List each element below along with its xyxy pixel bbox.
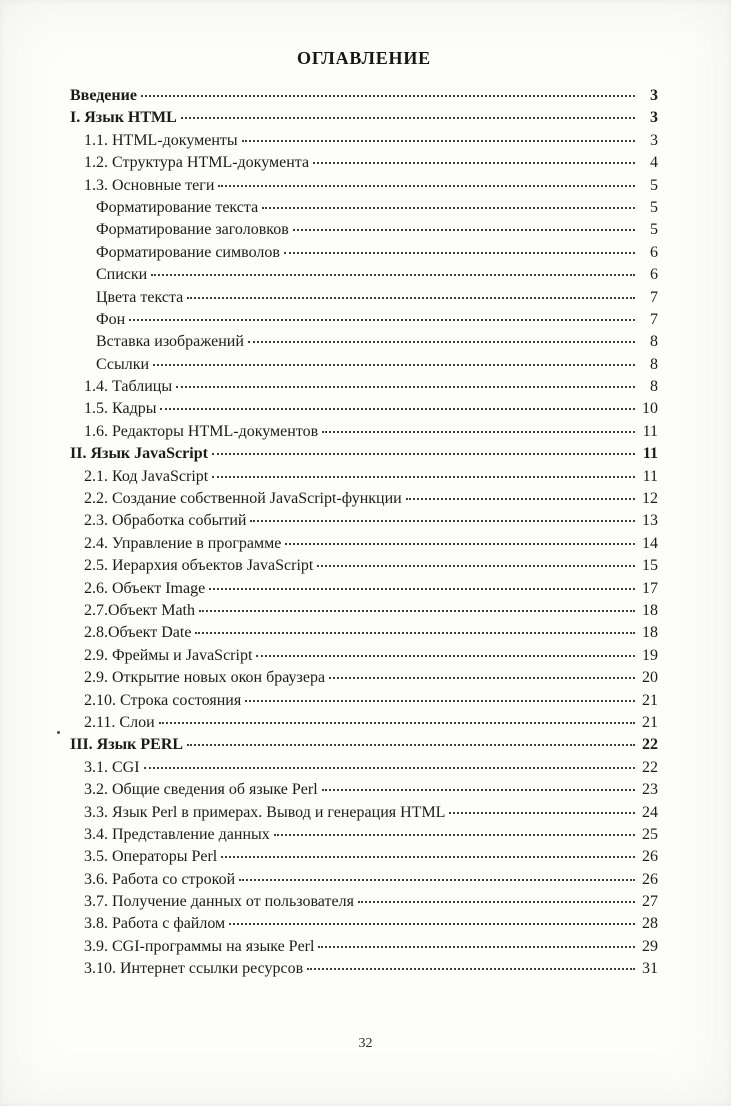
toc-entry [70, 667, 658, 689]
dot-leader [307, 968, 635, 970]
toc-entry-page: 26 [642, 848, 658, 866]
toc-entry-page: 21 [642, 691, 658, 709]
toc-entry-label: 2.3. Обработка событий [84, 512, 247, 530]
dot-leader [285, 543, 635, 545]
dot-leader [212, 453, 635, 455]
toc-entry-label: Форматирование символов [96, 243, 280, 261]
toc-entry-label: 3.5. Операторы Perl [84, 848, 218, 866]
dot-leader [181, 117, 635, 119]
dot-leader [209, 588, 635, 590]
toc-entry-label: III. Язык PERL [70, 736, 184, 754]
toc-entry [70, 533, 658, 555]
toc-entry-label: Ссылки [96, 355, 150, 373]
toc-entry-label: Списки [96, 266, 148, 284]
toc-entry-page: 20 [642, 669, 658, 687]
toc-entry-label: 1.5. Кадры [84, 400, 157, 418]
toc-entry [70, 309, 658, 331]
toc-entry-page: 6 [650, 243, 658, 261]
toc-entry [70, 354, 658, 376]
dot-leader [358, 901, 635, 903]
toc-entry-page: 15 [642, 557, 658, 575]
toc-entry [70, 802, 658, 824]
scan-artifact [57, 731, 60, 734]
toc-entry [70, 891, 658, 913]
toc-entry [70, 287, 658, 309]
toc-entry-label: 3.7. Получение данных от пользователя [84, 893, 354, 911]
toc-entry-page: 28 [642, 915, 658, 933]
toc-entry-page: 24 [642, 803, 658, 821]
toc-entry-label: 2.9. Фреймы и JavaScript [84, 646, 253, 664]
dot-leader [406, 498, 635, 500]
toc-entry [70, 466, 658, 488]
toc-entry [70, 152, 658, 174]
toc-entry-label: 2.5. Иерархия объектов JavaScript [84, 557, 314, 575]
toc-entry-page: 27 [642, 893, 658, 911]
toc-entry-page: 18 [642, 624, 658, 642]
toc-entry-label: 3.3. Язык Perl в примерах. Вывод и генерация HTML [84, 803, 446, 821]
toc-entry [70, 443, 658, 465]
toc-entry-label: 1.6. Редакторы HTML-документов [84, 422, 319, 440]
toc-entry-page: 6 [650, 266, 658, 284]
toc-entry [70, 958, 658, 980]
toc-entry-label: 3.9. CGI-программы на языке Perl [84, 937, 315, 955]
toc-entry-page: 5 [650, 198, 658, 216]
dot-leader [151, 274, 635, 276]
toc-entry [70, 398, 658, 420]
toc-entry-label: II. Язык JavaScript [70, 445, 208, 463]
toc-entry-label: 2.11. Слои [84, 713, 155, 731]
toc-entry [70, 331, 658, 353]
toc-entry-page: 7 [650, 310, 658, 328]
toc-entry [70, 107, 658, 129]
dot-leader [160, 408, 635, 410]
toc-entry-page: 5 [650, 176, 658, 194]
toc-entry-page: 17 [642, 579, 658, 597]
toc-entry [70, 712, 658, 734]
toc-entry-page: 12 [642, 490, 658, 508]
toc-entry-label: Введение [70, 87, 137, 104]
toc-entry [70, 85, 658, 107]
dot-leader [218, 185, 635, 187]
toc-entry [70, 197, 658, 219]
toc-entry [70, 846, 658, 868]
dot-leader [144, 767, 635, 769]
toc-entry-page: 21 [642, 713, 658, 731]
footer-page-number: 32 [358, 1036, 373, 1051]
toc-entry-page: 13 [642, 512, 658, 530]
toc-entry-page: 4 [650, 154, 658, 172]
toc-entry-label: 2.9. Открытие новых окон браузера [84, 669, 326, 687]
toc-entry [70, 219, 658, 241]
toc-entry [70, 175, 658, 197]
toc-entry-page: 8 [650, 333, 658, 351]
dot-leader [284, 252, 635, 254]
toc-entry-page: 3 [650, 131, 658, 149]
toc-entry [70, 488, 658, 510]
toc-entry-page: 14 [642, 534, 658, 552]
toc-entry [70, 757, 658, 779]
toc-entry-page: 11 [642, 467, 658, 485]
toc-entry [70, 578, 658, 600]
toc-entry-label: 1.3. Основные теги [84, 176, 215, 194]
dot-leader [129, 319, 635, 321]
dot-leader [199, 610, 635, 612]
toc-entry [70, 600, 658, 622]
toc-entry [70, 869, 658, 891]
toc-entry-label: Форматирование заголовков [96, 221, 289, 239]
toc-entry-page: 7 [650, 288, 658, 306]
toc-entry [70, 645, 658, 667]
toc-entry [70, 622, 658, 644]
toc-entry-label: Фон [96, 310, 126, 328]
toc-entry-label: 2.10. Строка состояния [84, 691, 242, 709]
toc-entry-page: 22 [642, 736, 658, 754]
toc-entry-page: 3 [650, 109, 658, 127]
toc-entry-label: 2.7.Объект Math [84, 601, 195, 619]
toc-entry-label: 3.8. Работа с файлом [84, 915, 226, 933]
dot-leader [293, 229, 635, 231]
dot-leader [329, 677, 635, 679]
toc-entry [70, 913, 658, 935]
dot-leader [318, 946, 635, 948]
dot-leader [187, 744, 635, 746]
toc-entry-page: 19 [642, 646, 658, 664]
dot-leader [242, 140, 635, 142]
toc-entry-label: 3.6. Работа со строкой [84, 870, 236, 888]
toc-entry-page: 11 [642, 445, 658, 463]
toc-entry [70, 376, 658, 398]
toc-entry-page: 18 [642, 601, 658, 619]
toc-entry-label: 2.1. Код JavaScript [84, 467, 209, 485]
dot-leader [245, 700, 635, 702]
toc-entry-label: 3.1. CGI [84, 758, 140, 776]
toc-entry [70, 421, 658, 443]
toc-entry-page: 8 [650, 355, 658, 373]
toc-entry-label: 3.2. Общие сведения об языке Perl [84, 781, 318, 799]
toc-entry-label: Цвета текста [96, 288, 184, 306]
toc-entry-page: 31 [642, 960, 658, 978]
toc-entry [70, 824, 658, 846]
toc-entry-label: 3.4. Представление данных [84, 825, 270, 843]
dot-leader [195, 632, 635, 634]
dot-leader [141, 95, 635, 97]
dot-leader [256, 655, 635, 657]
dot-leader [274, 834, 635, 836]
toc-entry-label: 2.4. Управление в программе [84, 534, 282, 552]
dot-leader [229, 923, 635, 925]
toc-entry-label: 2.2. Создание собственной JavaScript-функции [84, 490, 402, 508]
dot-leader [221, 856, 635, 858]
dot-leader [449, 812, 635, 814]
toc-entry-label: 2.8.Объект Date [84, 624, 192, 642]
toc-entry [70, 690, 658, 712]
toc-entry-page: 8 [650, 378, 658, 396]
dot-leader [313, 162, 635, 164]
toc-entry-label: I. Язык HTML [70, 109, 177, 127]
toc-entry-page: 3 [650, 87, 658, 104]
toc-entry [70, 555, 658, 577]
toc-entry-page: 29 [642, 937, 658, 955]
toc-entry-page: 23 [642, 781, 658, 799]
toc-list [70, 85, 658, 981]
toc-entry-label: Вставка изображений [96, 333, 244, 351]
toc-entry-label: 1.1. HTML-документы [84, 131, 238, 149]
toc-entry [70, 264, 658, 286]
toc-entry-label: Форматирование текста [96, 198, 259, 216]
dot-leader [248, 341, 635, 343]
dot-leader [159, 722, 635, 724]
toc-entry [70, 130, 658, 152]
toc-entry-page: 25 [642, 825, 658, 843]
dot-leader [322, 431, 635, 433]
toc-entry [70, 242, 658, 264]
toc-entry-label: 2.6. Объект Image [84, 579, 206, 597]
dot-leader [262, 207, 635, 209]
toc-entry-page: 10 [642, 400, 658, 418]
dot-leader [250, 520, 635, 522]
dot-leader [317, 565, 635, 567]
toc-entry-label: 1.4. Таблицы [84, 378, 173, 396]
page-title: ОГЛАВЛЕНИЕ [297, 48, 431, 68]
toc-entry [70, 510, 658, 532]
toc-entry-page: 11 [642, 422, 658, 440]
dot-leader [176, 386, 635, 388]
toc-entry-page: 26 [642, 870, 658, 888]
toc-entry-page: 5 [650, 221, 658, 239]
dot-leader [212, 476, 635, 478]
toc-entry-label: 3.10. Интернет ссылки ресурсов [84, 960, 304, 978]
dot-leader [153, 364, 635, 366]
dot-leader [187, 297, 635, 299]
toc-entry-label: 1.2. Структура HTML-документа [84, 154, 310, 172]
toc-entry [70, 734, 658, 756]
toc-entry-page: 22 [642, 758, 658, 776]
dot-leader [239, 879, 635, 881]
dot-leader [322, 789, 635, 791]
toc-entry [70, 779, 658, 801]
toc-entry [70, 936, 658, 958]
